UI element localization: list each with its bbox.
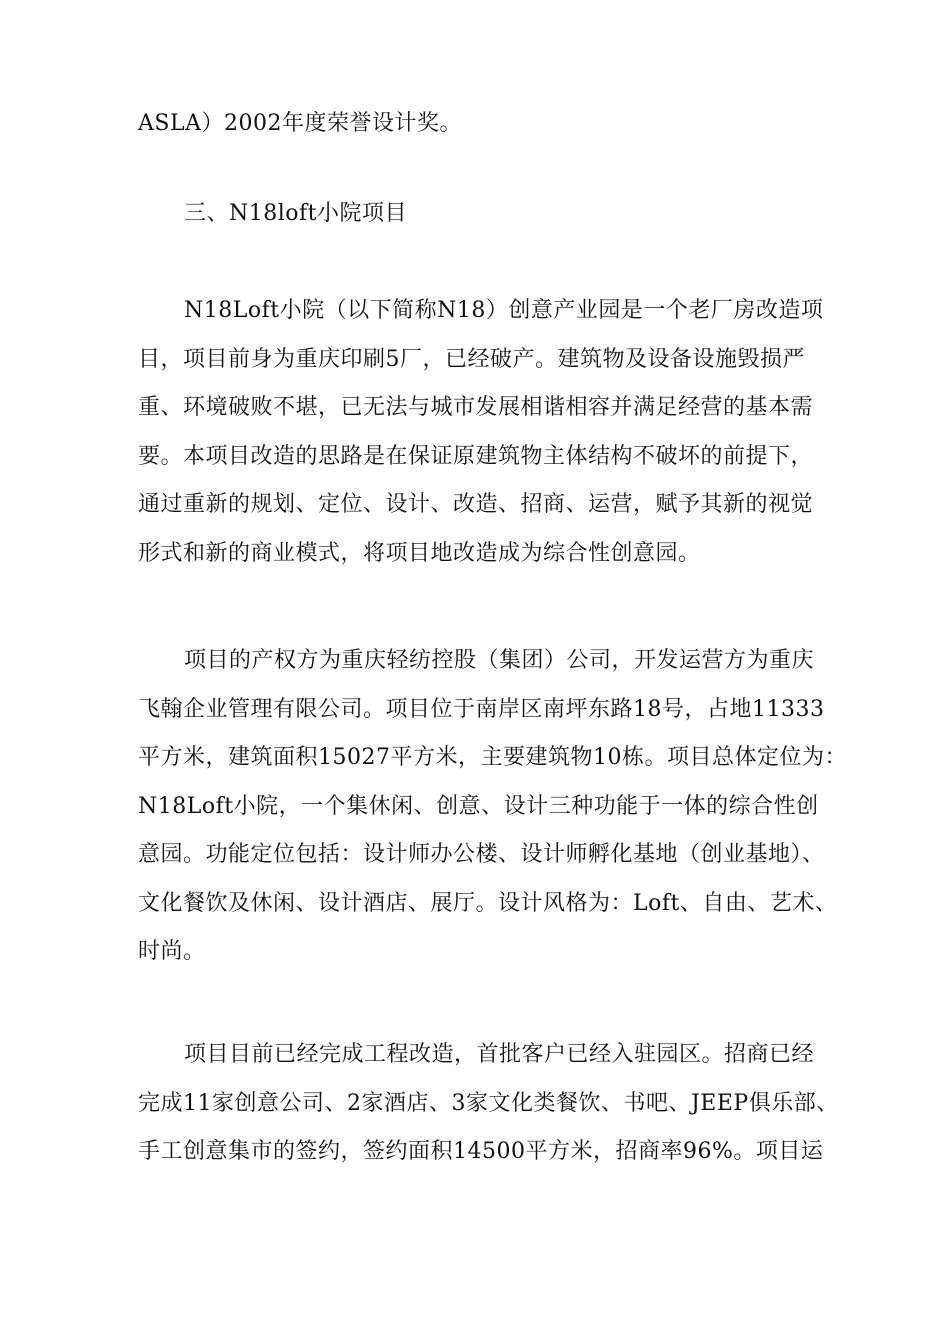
- text-line: 形式和新的商业模式，将项目地改造成为综合性创意园。: [138, 540, 701, 566]
- text-line: 飞翰企业管理有限公司。项目位于南岸区南坪东路18号，占地11333: [138, 696, 825, 722]
- text-line: 时尚。: [138, 939, 206, 964]
- text-line: 项目目前已经完成工程改造，首批客户已经入驻园区。招商已经: [184, 1042, 815, 1067]
- text-line: 重、环境破败不堪，已无法与城市发展相谐相容并满足经营的基本需: [138, 395, 814, 420]
- section-heading: [138, 190, 828, 239]
- text-line: 意园。功能定位包括：设计师办公楼、设计师孵化基地（创业基地）、: [138, 842, 825, 867]
- text-line: 项目的产权方为重庆轻纺控股（集团）公司，开发运营方为重庆: [184, 648, 815, 673]
- text-line: 文化餐饮及休闲、设计酒店、展厅。设计风格为：Loft、自由、艺术、: [138, 890, 838, 916]
- text-line: 要。本项目改造的思路是在保证原建筑物主体结构不破坏的前提下，: [138, 443, 814, 469]
- text-line: 平方米，建筑面积15027平方米，主要建筑物10栋。项目总体定位为：: [138, 745, 847, 770]
- text-line: 手工创意集市的签约，签约面积14500平方米，招商率96%。项目运: [138, 1139, 824, 1164]
- text-line: N18Loft小院（以下简称N18）创意产业园是一个老厂房改造项: [184, 298, 824, 323]
- heading-text: 三、N18loft小院项目: [184, 201, 408, 226]
- paragraph-3: [138, 1031, 839, 1177]
- continuation-text: [138, 100, 828, 149]
- text-line: 通过重新的规划、定位、设计、改造、招商、运营，赋予其新的视觉: [138, 492, 814, 517]
- paragraph-1: [138, 287, 828, 578]
- paragraph-2: [138, 637, 847, 977]
- text-line: 目，项目前身为重庆印刷5厂，已经破产。建筑物及设备设施毁损严: [138, 346, 805, 372]
- text-line: N18Loft小院，一个集休闲、创意、设计三种功能于一体的综合性创: [138, 793, 819, 819]
- text-line: 完成11家创意公司、2家酒店、3家文化类餐饮、书吧、JEEP俱乐部、: [138, 1090, 839, 1116]
- text-line: ASLA）2002年度荣誉设计奖。: [138, 111, 462, 136]
